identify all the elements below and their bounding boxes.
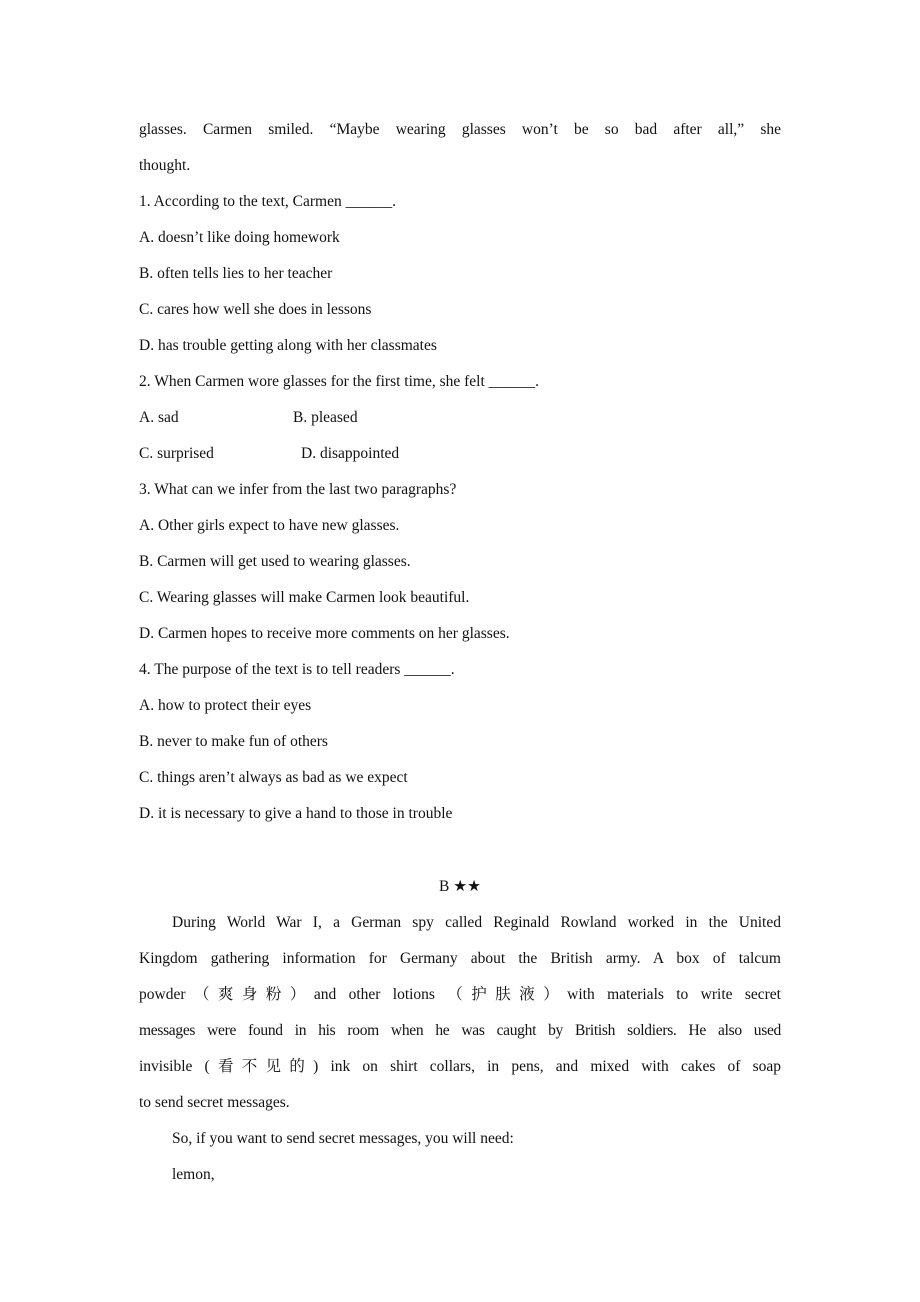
question-3-stem: 3. What can we infer from the last two paragraphs? <box>139 481 457 498</box>
q2-option-c: C. surprised <box>139 445 214 462</box>
section-b-paragraph-line: to send secret messages. <box>139 1094 290 1111</box>
q3-option-c: C. Wearing glasses will make Carmen look beautiful. <box>139 589 470 606</box>
q2-options-row-1 <box>139 400 781 436</box>
q2-option-a: A. sad <box>139 409 179 426</box>
section-b-paragraph-line: messages were found in his room when he was caught by British soldiers. He also used <box>139 1022 781 1039</box>
question-1-stem: 1. According to the text, Carmen ______. <box>139 193 396 210</box>
q2-options-row-2 <box>139 436 781 472</box>
question-2-stem: 2. When Carmen wore glasses for the first time, she felt ______. <box>139 373 540 390</box>
q3-option-d: D. Carmen hopes to receive more comments on her glasses. <box>139 625 510 642</box>
passage-text-line: thought. <box>139 157 191 174</box>
section-b-paragraph-line: During World War I, a German spy called Reginald Rowland worked in the United <box>172 914 781 931</box>
q4-option-b: B. never to make fun of others <box>139 733 328 750</box>
section-b-need-line: So, if you want to send secret messages, you will need: <box>172 1130 514 1147</box>
q4-option-a: A. how to protect their eyes <box>139 697 312 714</box>
q1-option-d: D. has trouble getting along with her classmates <box>139 337 437 354</box>
q2-option-b: B. pleased <box>293 409 358 426</box>
section-b-title: B ★★ <box>438 878 481 895</box>
q4-option-c: C. things aren’t always as bad as we expect <box>139 769 408 786</box>
q1-option-c: C. cares how well she does in lessons <box>139 301 372 318</box>
section-b-paragraph-line: invisible (看不见的) ink on shirt collars, in pens, and mixed with cakes of soap <box>139 1058 781 1075</box>
q3-option-b: B. Carmen will get used to wearing glasses. <box>139 553 411 570</box>
q3-option-a: A. Other girls expect to have new glasses. <box>139 517 400 534</box>
q4-option-d: D. it is necessary to give a hand to those in trouble <box>139 805 453 822</box>
question-4-stem: 4. The purpose of the text is to tell readers ______. <box>139 661 455 678</box>
passage-text-line: glasses. Carmen smiled. “Maybe wearing glasses won’t be so bad after all,” she <box>139 121 781 138</box>
section-b-item: lemon, <box>172 1166 215 1183</box>
section-b-paragraph-line: powder（爽身粉）and other lotions （护肤液）with materials to write secret <box>139 986 781 1003</box>
q2-option-d: D. disappointed <box>301 445 400 462</box>
section-b-paragraph-line: Kingdom gathering information for Germany about the British army. A box of talcum <box>139 950 781 967</box>
q1-option-b: B. often tells lies to her teacher <box>139 265 333 282</box>
q1-option-a: A. doesn’t like doing homework <box>139 229 340 246</box>
